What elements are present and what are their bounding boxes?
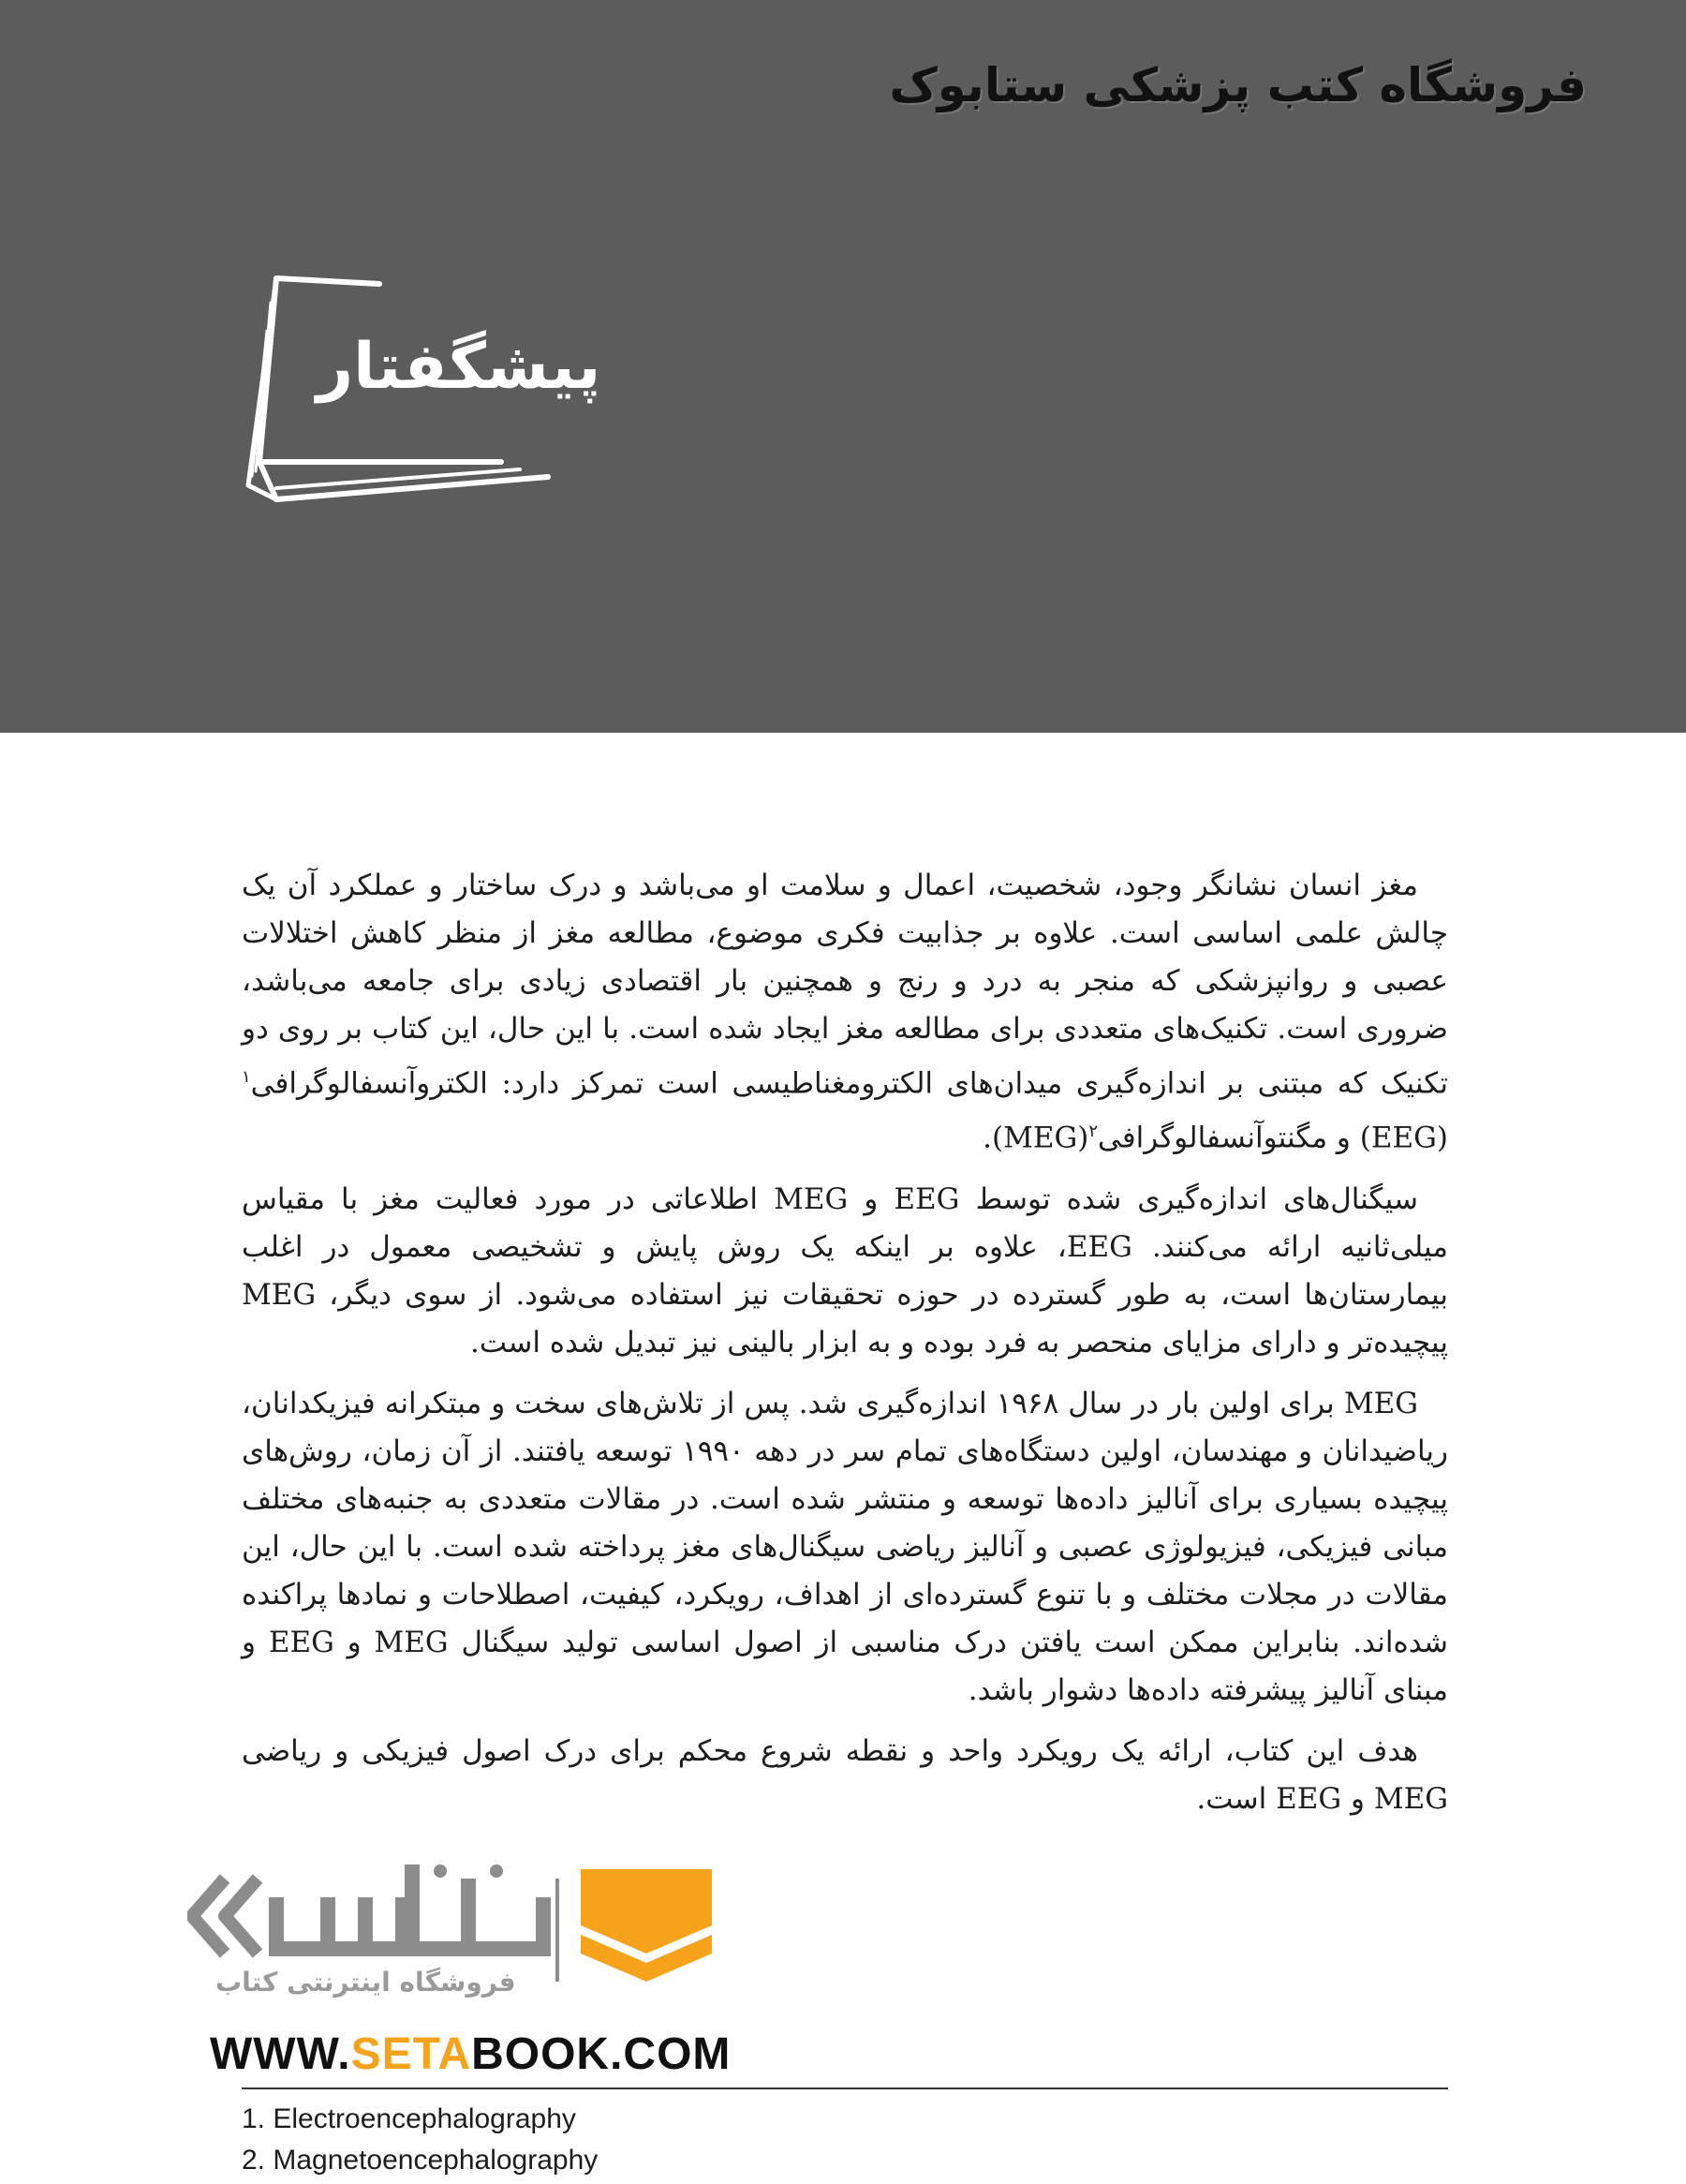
setabook-logo-icon xyxy=(187,1860,721,2028)
setabook-url: WWW.SETABOOK.COM xyxy=(210,2029,732,2079)
footnotes xyxy=(242,2099,598,2181)
page-header xyxy=(0,0,1686,733)
store-title: فروشگاه کتب پزشکی ستابوک xyxy=(889,58,1587,112)
footnote-2: 2. Magnetoencephalography xyxy=(242,2145,599,2176)
paragraph-4: هدف این کتاب، ارائه یک رویکرد واحد و نقطه شروع محکم برای درک اصول فیزیکی و ریاضی MEG و EEG است. xyxy=(242,1733,1448,1816)
footnote-mark: ۱ xyxy=(242,1067,251,1087)
paragraph-2: سیگنال‌های اندازه‌گیری شده توسط EEG و MEG اطلاعاتی در مورد فعالیت مغز با مقیاس میلی‌ثانیه ارائه می‌کنند. EEG، علاوه بر اینکه یک روش پایش و تشخیصی معمول در اغلب بیمارستان‌ها است، به طور گسترده در حوزه تحقیقات نیز استفاده می‌شود. از سوی دیگر، MEG پیچیده‌تر و دارای مزایای منحصر به فرد بوده و به ابزار بالینی نیز تبدیل شده است. xyxy=(242,1181,1448,1359)
footnote-1: 1. Electroencephalography xyxy=(242,2103,576,2134)
setabook-subtitle: فروشگاه اینترنتی کتاب xyxy=(215,1967,516,1998)
paragraph-3: MEG برای اولین بار در سال ۱۹۶۸ اندازه‌گیری شد. پس از تلاش‌های سخت و مبتکرانه فیزیکدانان، ریاضیدانان و مهندسان، اولین دستگاه‌های تمام سر در دهه ۱۹۹۰ توسعه یافتند. از آن زمان، روش‌های پیچیده بسیاری برای آنالیز داده‌ها توسعه و منتشر شده است. در مقالات متعددی به جنبه‌های مختلف مبانی فیزیکی، فیزیولوژی عصبی و آنالیز ریاضی سیگنال‌های مغز پرداخته شده است. با این حال، این مقالات در مجلات مختلف و با تنوع گسترده‌ای از اهداف، رویکرد، کیفیت، اصطلاحات و نمادها پراکنده شده‌اند. بنابراین ممکن است یافتن درک مناسبی از اصول اساسی تولید سیگنال MEG و EEG و مبنای آنالیز پیشرفته داده‌ها دشوار باشد. xyxy=(242,1386,1449,1707)
body-text xyxy=(242,862,1448,1836)
setabook-watermark xyxy=(187,1860,732,2085)
chapter-title: پیشگفتار xyxy=(317,330,601,404)
footnote-mark: ۲ xyxy=(1088,1122,1099,1142)
footnote-divider xyxy=(242,2087,1448,2089)
paragraph-1: مغز انسان نشانگر وجود، شخصیت، اعمال و سلامت او می‌باشد و درک ساختار و عملکرد آن یک چالش علمی اساسی است. علاوه بر جذابیت فکری موضوع، مطالعه مغز از منظر کاهش اختلالات عصبی و روانپزشکی که منجر به درد و رنج و همچنین بار اقتصادی زیادی برای جامعه می‌باشد، ضروری است. تکنیک‌های متعددی برای مطالعه مغز ایجاد شده است. با این حال، این کتاب بر روی دو تکنیک که مبتنی بر اندازه‌گیری میدان‌های الکترومغناطیسی است تمرکز دارد: الکتروآنسفالوگرافی$^۱$ (EEG) و مگنتوآنسفالوگرافی$^۲$(MEG). xyxy=(242,869,1448,1155)
